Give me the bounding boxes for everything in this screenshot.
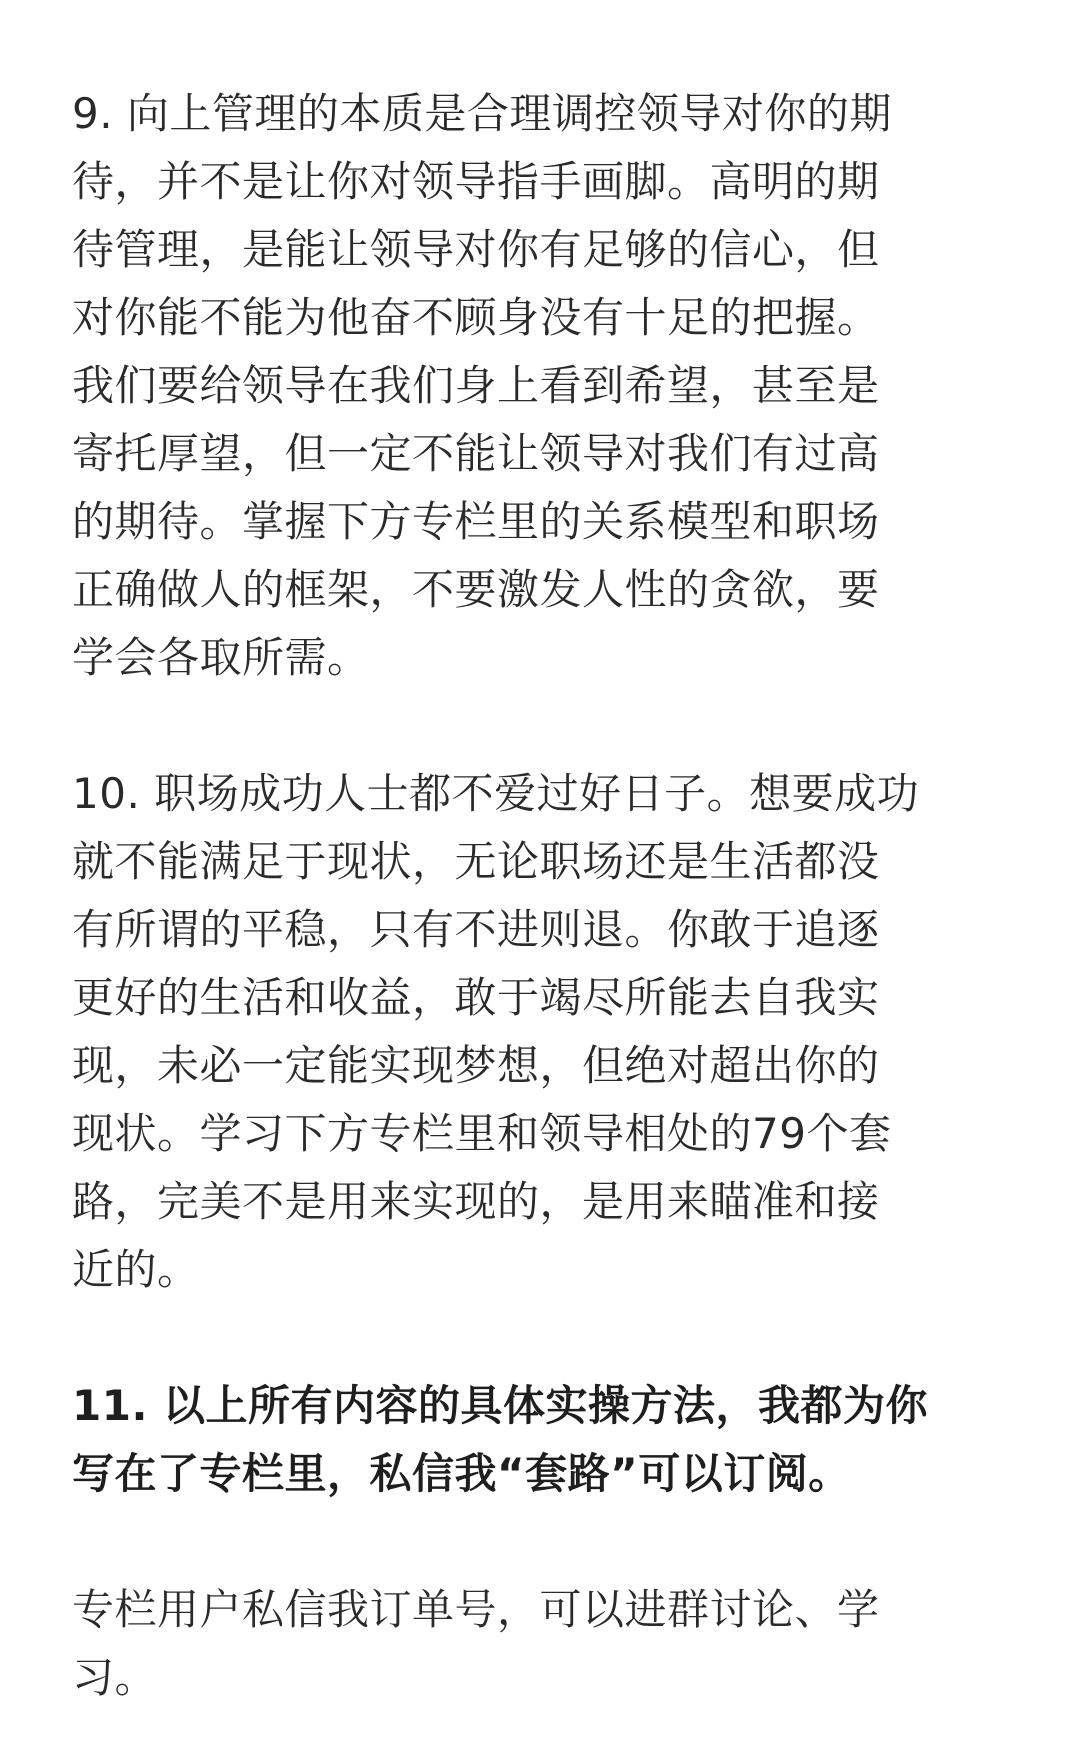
paragraph-line: 待管理，是能让领导对你有足够的信心，但 <box>72 225 880 274</box>
paragraph-line: 现，未必一定能实现梦想，但绝对超出你的 <box>72 1041 880 1090</box>
paragraph-line: 近的。 <box>72 1245 200 1294</box>
paragraph-line: 就不能满足于现状，无论职场还是生活都没 <box>72 837 880 886</box>
paragraph-line: 学会各取所需。 <box>72 633 370 682</box>
paragraph-line: 待，并不是让你对领导指手画脚。高明的期 <box>72 157 880 206</box>
paragraph-line: 10. 职场成功人士都不爱过好日子。想要成功 <box>72 769 920 818</box>
paragraph-line: 更好的生活和收益，敢于竭尽所能去自我实 <box>72 973 880 1022</box>
paragraph-line: 习。 <box>72 1653 158 1702</box>
paragraph-line: 的期待。掌握下方专栏里的关系模型和职场 <box>72 497 880 546</box>
paragraph-line: 路，完美不是用来实现的，是用来瞄准和接 <box>72 1177 880 1226</box>
paragraph-line: 现状。学习下方专栏里和领导相处的79个套 <box>72 1109 892 1158</box>
paragraph-11-subscribe-note <box>72 1372 1022 1508</box>
paragraph-line: 正确做人的框架，不要激发人性的贪欲，要 <box>72 565 880 614</box>
paragraph-line: 寄托厚望，但一定不能让领导对我们有过高 <box>72 429 880 478</box>
paragraph-line: 写在了专栏里，私信我“套路”可以订阅。 <box>72 1449 851 1498</box>
paragraph-9 <box>72 80 1022 692</box>
paragraph-line: 专栏用户私信我订单号，可以进群讨论、学 <box>72 1585 880 1634</box>
paragraph-line: 11. 以上所有内容的具体实操方法，我都为你 <box>72 1381 929 1430</box>
paragraph-10 <box>72 760 1022 1304</box>
paragraph-line: 我们要给领导在我们身上看到希望，甚至是 <box>72 361 880 410</box>
paragraph-line: 对你能不能为他奋不顾身没有十足的把握。 <box>72 293 880 342</box>
paragraph-group-note <box>72 1576 1022 1712</box>
article-body <box>72 80 1022 1712</box>
paragraph-line: 9. 向上管理的本质是合理调控领导对你的期 <box>72 89 892 138</box>
paragraph-line: 有所谓的平稳，只有不进则退。你敢于追逐 <box>72 905 880 954</box>
